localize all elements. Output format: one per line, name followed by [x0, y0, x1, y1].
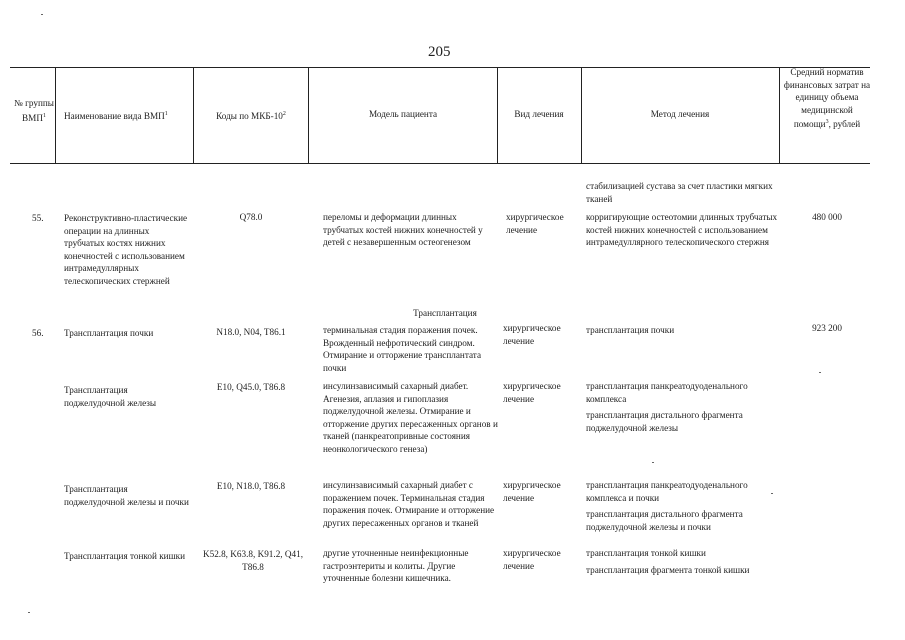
page-number: 205 [428, 44, 451, 60]
row-55-name: Реконструктивно-пластические операции на длинных трубчатых костях нижних конечностей с использованием интрамедуллярных телескопических стержней [64, 213, 188, 286]
row-55-method: корригирующие остеотомии длинных трубчатых костей нижних конечностей с использованием интрамедуллярного телескопического стержня [586, 212, 778, 247]
scan-speck [652, 462, 654, 463]
row-56-item-method: трансплантация дистального фрагмента поджелудочной железы [586, 410, 743, 433]
header-icd-codes: Коды по МКБ-$10^2$ [216, 111, 286, 122]
carryover-method: стабилизацией сустава за счет пластики мягких тканей [586, 181, 773, 204]
row-56-item-patient-model: терминальная стадия поражения почек. Врожденный нефротический синдром. Отмирание и отторжение трансплантата почки [323, 325, 482, 373]
row-55-codes: Q78.0 [239, 212, 263, 222]
row-56-item-name: Трансплантация тонкой кишки [64, 551, 186, 561]
header-bottom-border [10, 163, 870, 164]
scan-speck [41, 14, 43, 15]
row-56-item-name: Трансплантация поджелудочной железы и почки [64, 484, 189, 507]
row-55-number: 55. [32, 213, 44, 223]
row-56-item-patient-model: инсулинзависимый сахарный диабет с поражением почек. Терминальная стадия поражения почек. Отмирание и отторжение других пересаженных органов и тканей [323, 480, 495, 528]
row-56-item-method: трансплантация фрагмента тонкой кишки [586, 565, 750, 575]
row-55-cost: 480 000 [812, 212, 842, 222]
row-56-item-method: трансплантация панкреатодуоденального комплекса и почки [586, 480, 748, 503]
header-vmp-name: Наименование вида ВМП$^1$ [64, 111, 168, 122]
row-56-item-treatment-type: хирургическое лечение [503, 323, 561, 346]
row-56-item-codes: K52.8, K63.8, K91.2, Q41, T86.8 [202, 549, 304, 572]
scan-speck [28, 612, 30, 613]
row-55-patient-model: переломы и деформации длинных трубчатых костей нижних конечностей у детей с незавершенным остеогенезом [323, 212, 483, 247]
row-56-item-method: трансплантация дистального фрагмента поджелудочной железы и почки [586, 509, 743, 532]
scan-speck [819, 372, 821, 373]
row-56-item-patient-model: другие уточненные неинфекционные гастроэнтериты и колиты. Другие уточненные болезни кишечника. [323, 548, 469, 583]
row-56-item-method: трансплантация тонкой кишки [586, 548, 706, 558]
header-avg-cost: Средний норматив финансовых затрат на единицу объема медицинской помощи$^3$, рублей [783, 67, 871, 130]
section-title: Трансплантация [413, 308, 477, 318]
header-top-border [10, 67, 870, 68]
row-56-item-codes: E10, Q45.0, T86.8 [216, 382, 286, 392]
row-55-treatment-type: хирургическое лечение [506, 212, 564, 235]
header-treatment-type: Вид лечения [514, 109, 564, 119]
scan-speck [771, 493, 773, 494]
col-divider [308, 67, 309, 164]
row-56-item-treatment-type: хирургическое лечение [503, 480, 561, 503]
col-divider [779, 67, 780, 164]
header-patient-model: Модель пациента [368, 109, 438, 119]
row-56-item-name: Трансплантация поджелудочной железы [64, 385, 157, 408]
row-56-item-method: трансплантация панкреатодуоденального комплекса [586, 381, 748, 404]
row-56-item-patient-model: инсулинзависимый сахарный диабет. Агенезия, аплазия и гипоплазия поджелудочной железы. Отмирание и отторжение других пересаженных органов и тканей (панкреатопривные состояния неонкологического генеза) [323, 381, 498, 454]
row-56-item-name: Трансплантация почки [64, 328, 154, 338]
row-56-number: 56. [32, 328, 44, 338]
row-56-item-codes: N18.0, N04, T86.1 [216, 327, 286, 337]
header-treatment-method: Метод лечения [650, 109, 710, 119]
row-56-cost: 923 200 [812, 323, 842, 333]
row-56-item-method: трансплантация почки [586, 325, 675, 335]
header-group-no: № группы ВМП$^1$ [14, 98, 54, 123]
row-56-item-treatment-type: хирургическое лечение [503, 548, 561, 571]
col-divider [55, 67, 56, 164]
row-56-item-codes: E10, N18.0, T86.8 [216, 481, 286, 491]
row-56-item-treatment-type: хирургическое лечение [503, 381, 561, 404]
